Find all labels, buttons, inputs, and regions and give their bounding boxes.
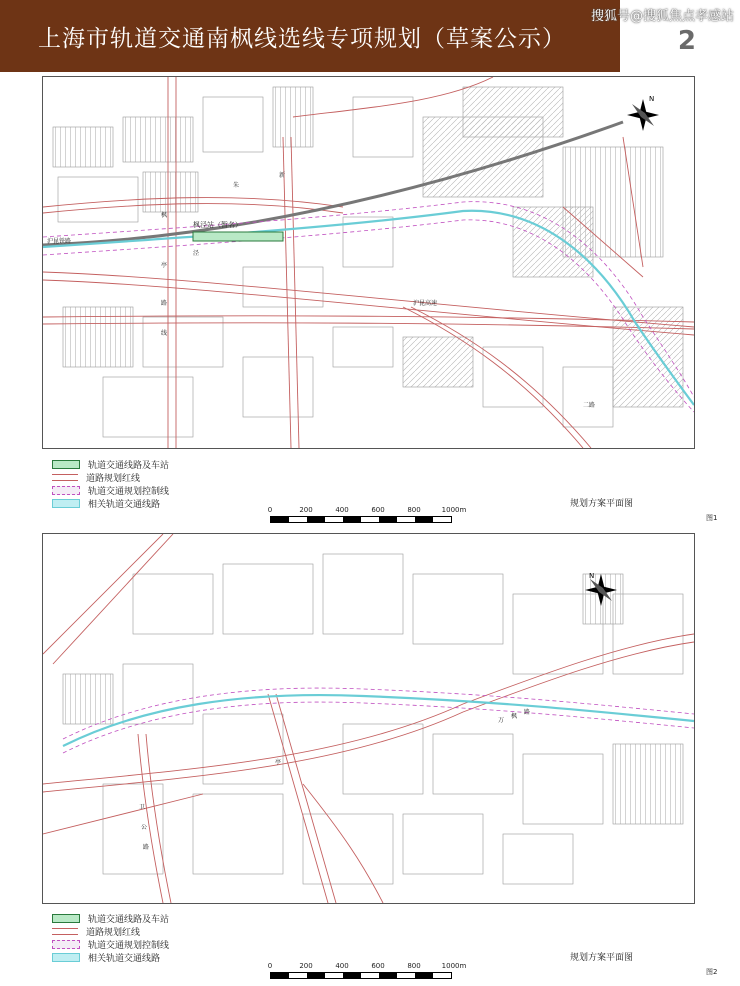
- map-2-label-road-a: 万: [498, 717, 505, 724]
- map-2-label-road-d: 亭: [275, 759, 282, 766]
- legend-label: 轨道交通线路及车站: [88, 915, 170, 925]
- map-2-label-road-b: 枫: [511, 713, 518, 720]
- legend-swatch-related: [52, 499, 80, 508]
- scale-tick: 0: [267, 962, 273, 970]
- map-1-label-expressway: 沪昆高速: [413, 300, 438, 307]
- map-1-label-road-d: 路: [161, 300, 168, 307]
- map-1[interactable]: [42, 76, 695, 449]
- map-2[interactable]: [42, 533, 695, 904]
- legend-swatch-related: [52, 953, 80, 962]
- map-2-legend: [52, 912, 169, 964]
- svg-text:N: N: [649, 95, 655, 103]
- map-2-label-road-g: 路: [143, 844, 150, 851]
- map-1-scale-bar: [267, 506, 467, 523]
- map-1-label-station: 枫泾站（暂名）: [193, 221, 242, 229]
- page-number: 2: [677, 26, 696, 56]
- map-2-caption: 规划方案平面图: [570, 953, 634, 963]
- map-1-figure-label: 图1: [706, 514, 718, 522]
- scale-tick: 1000m: [441, 962, 467, 970]
- legend-item-road: [52, 925, 169, 938]
- map-1-label-road-g: 泾: [193, 250, 200, 257]
- legend-item-road: [52, 471, 169, 484]
- map-2-control-line: [63, 688, 694, 753]
- scale-tick: 0: [267, 506, 273, 514]
- map-1-label-road-b: 枫: [161, 212, 168, 219]
- page-title: 上海市轨道交通南枫线选线专项规划（草案公示）: [38, 26, 566, 52]
- scale-tick: 1000m: [441, 506, 467, 514]
- map-2-label-road-e: 卫: [139, 804, 146, 811]
- map-1-caption: 规划方案平面图: [570, 499, 634, 509]
- legend-label: 道路规划红线: [86, 928, 141, 938]
- scale-tick: 600: [371, 962, 385, 970]
- compass-icon: [627, 95, 659, 131]
- map-2-label-road-c: 路: [524, 709, 531, 716]
- legend-label: 轨道交通规划控制线: [88, 941, 170, 951]
- legend-swatch-rail: [52, 460, 80, 469]
- map-1-label-road-e: 新: [279, 172, 286, 179]
- scale-tick: 200: [299, 962, 313, 970]
- legend-item-rail: [52, 912, 169, 925]
- map-1-label-road-c: 朱: [233, 182, 240, 189]
- page-number-box: [590, 0, 740, 72]
- scale-tick: 400: [335, 506, 349, 514]
- scale-tick: 600: [371, 506, 385, 514]
- legend-label: 轨道交通规划控制线: [88, 487, 170, 497]
- map-2-related-line: [63, 695, 694, 746]
- map-2-figure-label: 图2: [706, 968, 718, 976]
- map-2-canvas: [43, 534, 694, 903]
- legend-item-related: [52, 951, 169, 964]
- scale-tick: 200: [299, 506, 313, 514]
- map-2-scale-bar: [267, 962, 467, 979]
- legend-item-ctrl: [52, 484, 169, 497]
- scale-tick: 800: [407, 506, 421, 514]
- map-1-label-road-a: 亭: [161, 262, 168, 269]
- legend-label: 道路规划红线: [86, 474, 141, 484]
- map-1-label-road-f: 二路: [583, 402, 596, 409]
- legend-label: 轨道交通线路及车站: [88, 461, 170, 471]
- svg-text:N: N: [589, 572, 595, 580]
- legend-item-related: [52, 497, 169, 510]
- map-1-station-marker[interactable]: [193, 232, 283, 241]
- map-1-label-railway: 沪昆铁路: [47, 238, 72, 245]
- legend-swatch-rail: [52, 914, 80, 923]
- map-2-parcels: [63, 554, 683, 884]
- watermark: 搜狐号@搜狐焦点孝感站: [590, 9, 734, 24]
- legend-label: 相关轨道交通线路: [88, 954, 161, 964]
- legend-swatch-road: [52, 474, 78, 481]
- scale-tick: 400: [335, 962, 349, 970]
- map-1-canvas: [43, 77, 694, 448]
- legend-item-ctrl: [52, 938, 169, 951]
- legend-swatch-ctrl: [52, 940, 80, 949]
- map-1-legend: [52, 458, 169, 510]
- legend-item-rail: [52, 458, 169, 471]
- legend-swatch-ctrl: [52, 486, 80, 495]
- legend-label: 相关轨道交通线路: [88, 500, 161, 510]
- legend-swatch-road: [52, 928, 78, 935]
- map-1-label-road-h: 线: [161, 330, 168, 337]
- scale-tick: 800: [407, 962, 421, 970]
- map-2-label-road-f: 公: [141, 824, 148, 831]
